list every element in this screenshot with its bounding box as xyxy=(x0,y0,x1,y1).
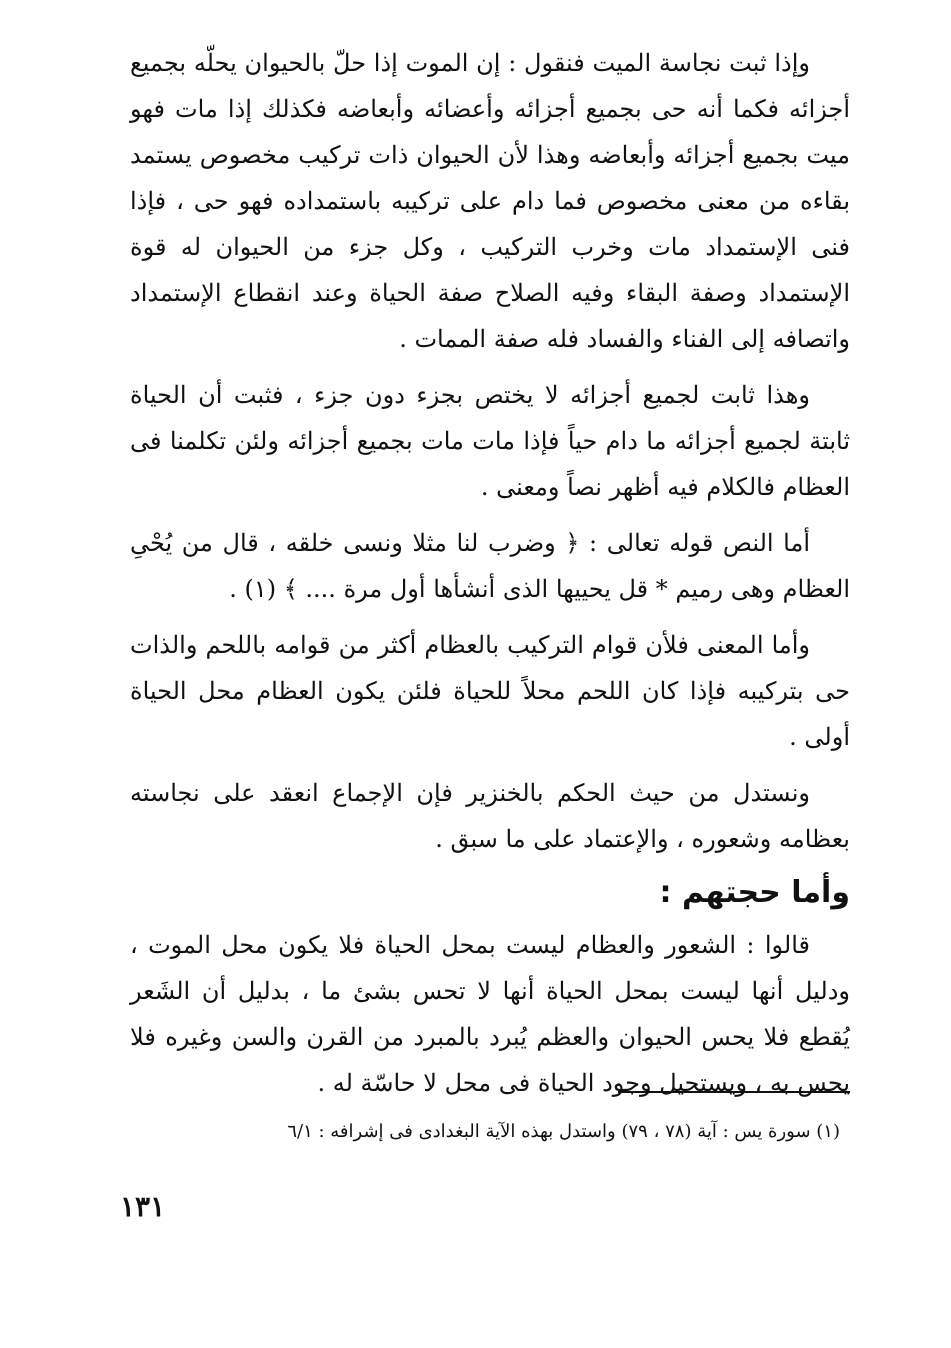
paragraph-2: وهذا ثابت لجميع أجزائه لا يختص بجزء دون جزء ، فثبت أن الحياة ثابتة لجميع أجزائه ما دام حياً فإذا مات مات بجميع أجزائه ولئن تكلمنا فى العظام فالكلام فيه أظهر نصاً ومعنى . xyxy=(130,381,850,501)
body-text xyxy=(130,40,850,1116)
footnote: (١) سورة يس : آية (٧٨ ، ٧٩) واستدل بهذه الآية البغدادى فى إشرافه : ٦/١ xyxy=(287,1121,840,1142)
footnote-divider xyxy=(618,1091,850,1093)
paragraph-5: ونستدل من حيث الحكم بالخنزير فإن الإجماع انعقد على نجاسته بعظامه وشعوره ، والإعتماد على ما سبق . xyxy=(130,779,850,853)
paragraph-3: أما النص قوله تعالى : ﴿ وضرب لنا مثلا ونسى خلقه ، قال من يُحْىِ العظام وهى رميم * قل يحييها الذى أنشأها أول مرة .... ﴾ (١) . xyxy=(130,529,850,603)
paragraph-6: قالوا : الشعور والعظام ليست بمحل الحياة فلا يكون محل الموت ، ودليل أنها ليست بمحل الحياة أنها لا تحس بشئ ما ، بدليل أن الشَعر يُقطع فلا يحس الحيوان والعظم يُبرد بالمبرد من القرن والسن وغيره فلا يحس به ، ويستحيل وجود الحياة فى محل لا حاسّة له . xyxy=(130,931,850,1097)
paragraph-1: وإذا ثبت نجاسة الميت فنقول : إن الموت إذا حلّ بالحيوان يحلّه بجميع أجزائه فكما أنه حى بجميع أجزائه وأعضائه وأبعاضه فكذلك إذا مات فهو ميت بجميع أجزائه وأبعاضه وهذا لأن الحيوان ذات تركيب مخصوص يستمد بقاءه من معنى مخصوص فما دام على تركيبه باستمداده فهو حى ، فإذا فنى الإستمداد مات وخرب التركيب ، وكل جزء من الحيوان له قوة الإستمداد وصفة البقاء وفيه الصلاح صفة الحياة وعند انقطاع الإستمداد واتصافه إلى الفناء والفساد فله صفة الممات . xyxy=(130,49,850,353)
page-number: ١٣١ xyxy=(120,1190,166,1223)
paragraph-4: وأما المعنى فلأن قوام التركيب بالعظام أكثر من قوامه باللحم والذات حى بتركيبه فإذا كان اللحم محلاً للحياة فلئن يكون العظام محل الحياة أولى . xyxy=(130,631,850,751)
section-heading: وأما حجتهم : xyxy=(659,875,850,910)
